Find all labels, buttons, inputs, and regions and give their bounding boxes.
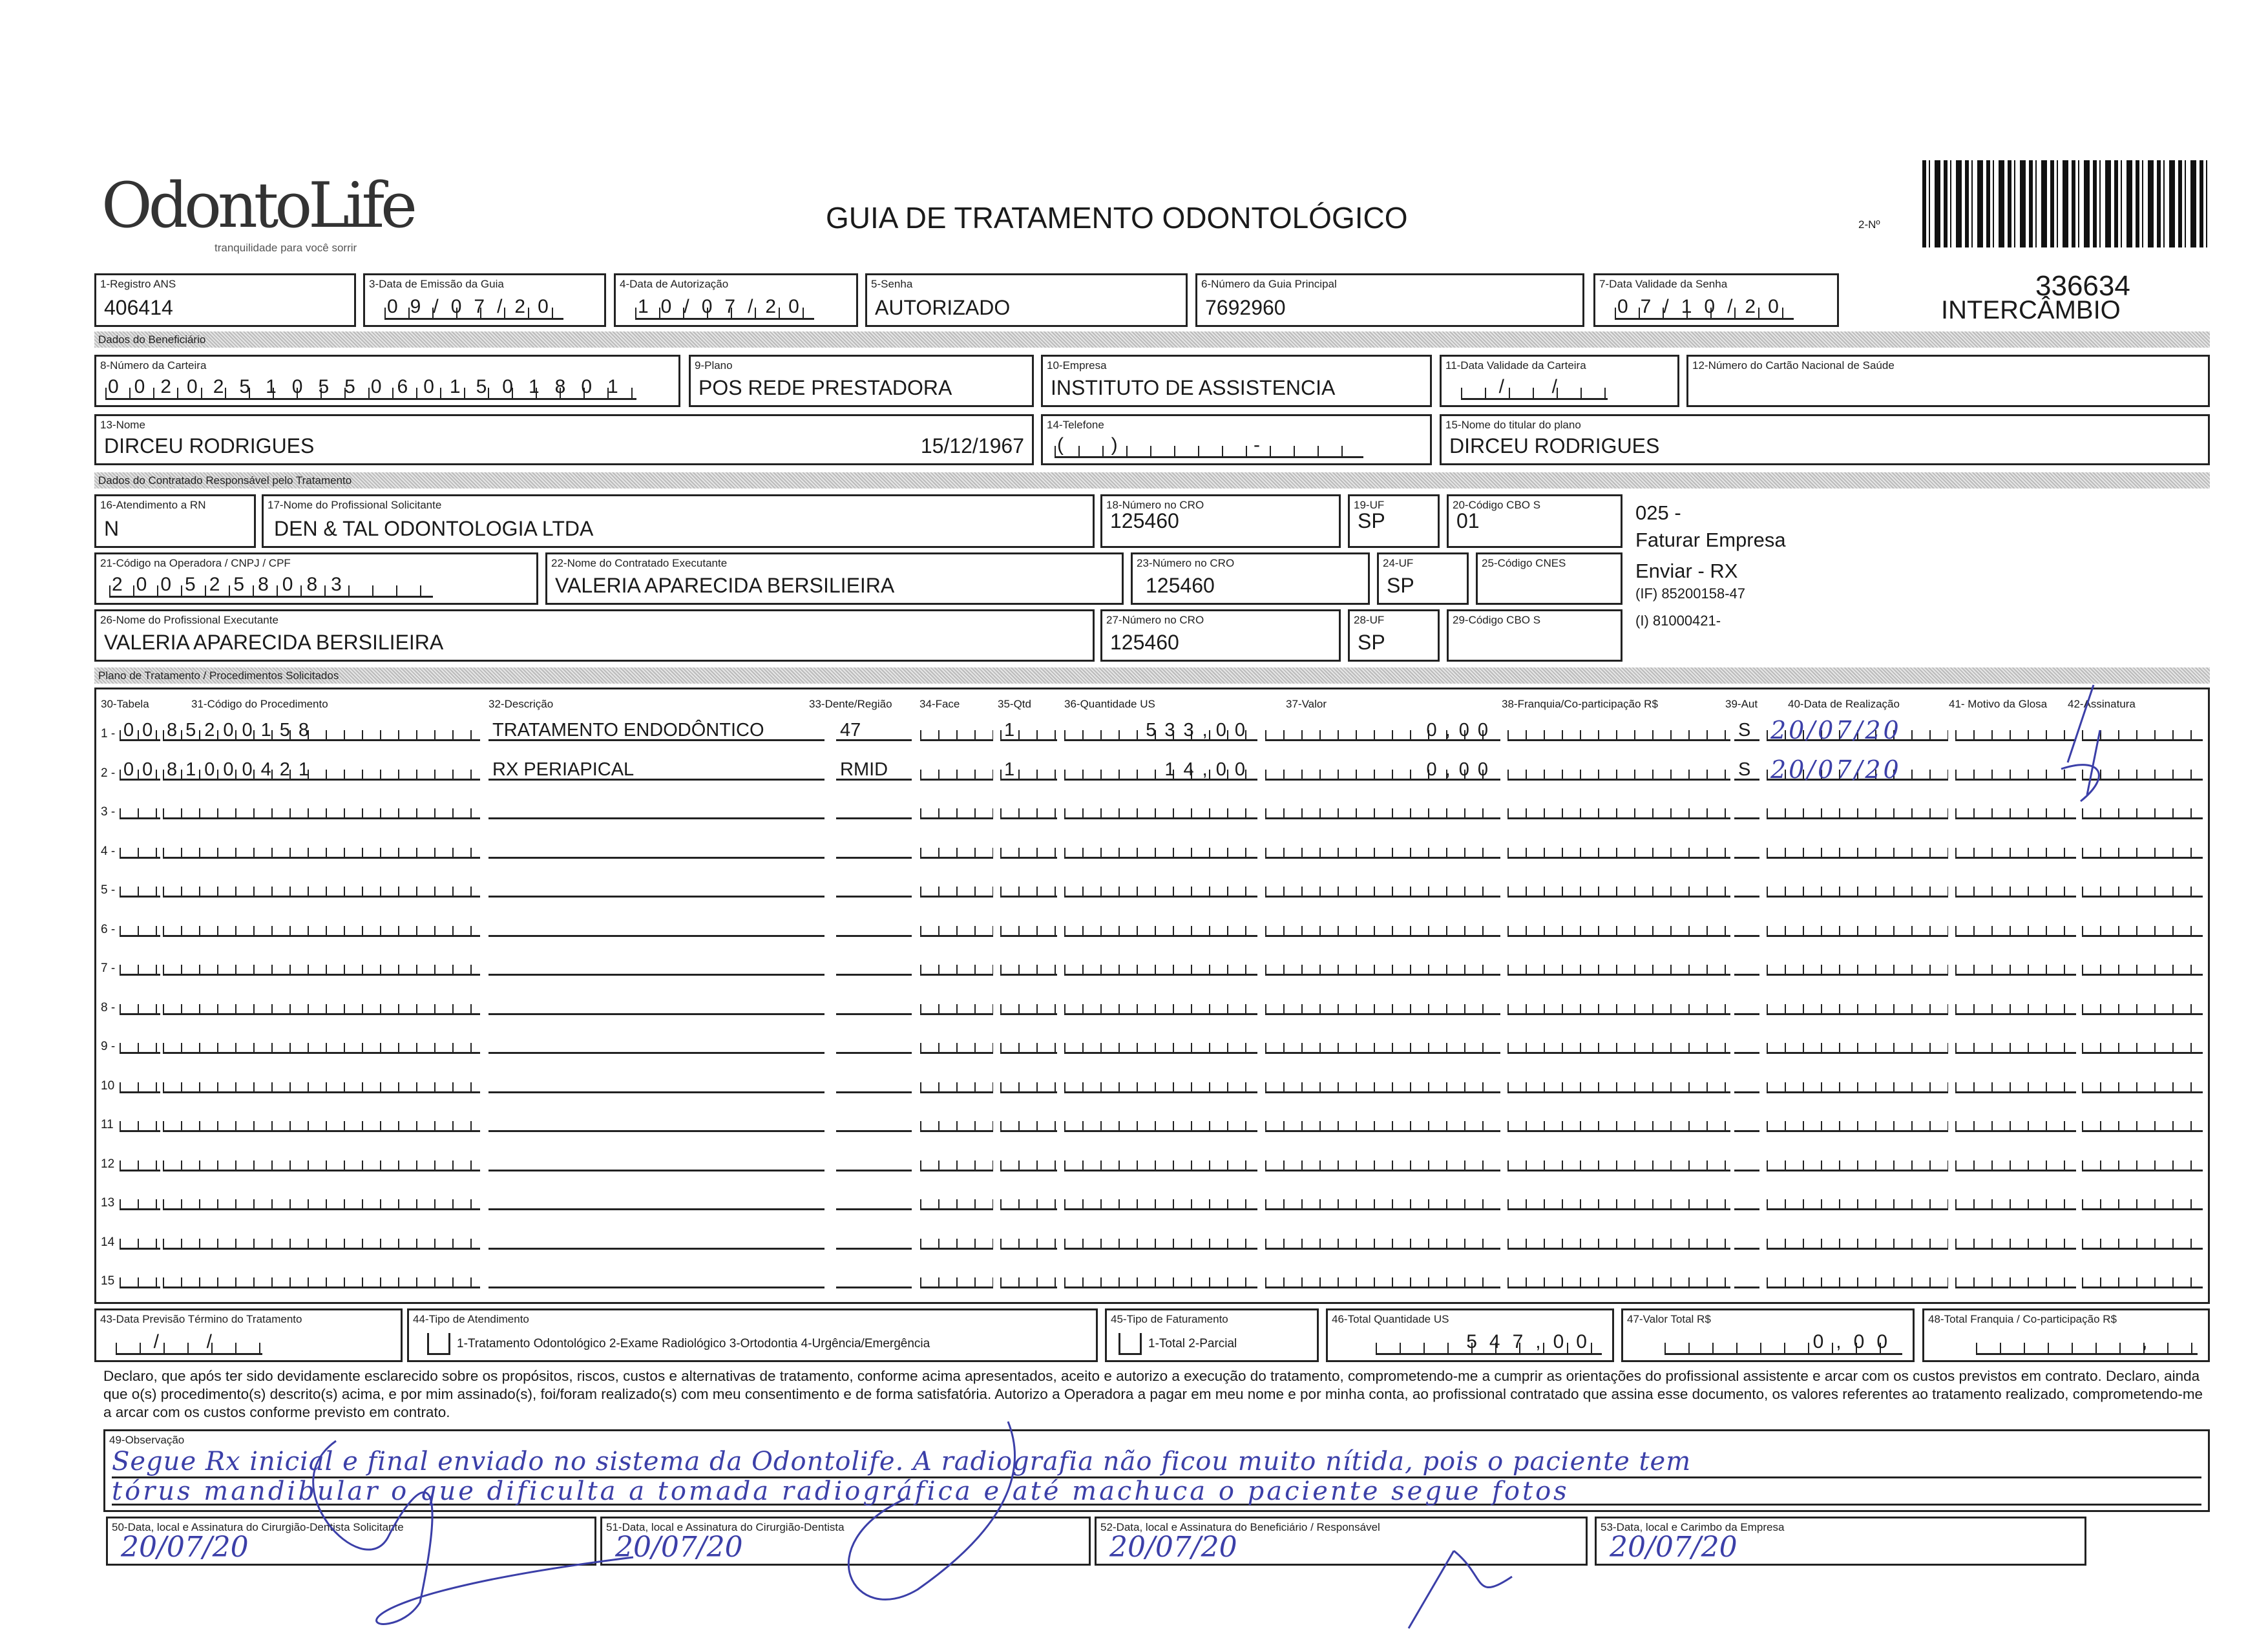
row-number: 5 -: [101, 883, 116, 897]
column-header: 35-Qtd: [998, 698, 1031, 710]
row-number: 6 -: [101, 922, 116, 936]
cell-us: 533,00: [1064, 719, 1257, 741]
row-number: 14: [101, 1235, 115, 1249]
logo-text: OdontoLife: [101, 169, 414, 242]
guide-code: 336634: [2035, 270, 2130, 302]
row-number: 15: [101, 1274, 115, 1288]
cell-aut: S: [1734, 759, 1759, 781]
tipo-atendimento-options: 1-Tratamento Odontológico 2-Exame Radiológico 3-Ortodontia 4-Urgência/Emergência: [457, 1337, 930, 1350]
label: 13-Nome: [100, 419, 145, 431]
label: 19-UF: [1354, 499, 1385, 511]
column-header: 37-Valor: [1286, 698, 1327, 710]
label: 49-Observação: [109, 1434, 185, 1446]
label: 5-Senha: [871, 278, 913, 290]
value: SP: [1387, 574, 1414, 597]
label: 45-Tipo de Faturamento: [1111, 1313, 1228, 1325]
label: 16-Atendimento a RN: [100, 499, 206, 511]
page-title: GUIA DE TRATAMENTO ODONTOLÓGICO: [826, 201, 1408, 235]
value: 01: [1456, 509, 1480, 532]
handwritten-date: 20/07/20: [1109, 1531, 1237, 1564]
label: 10-Empresa: [1047, 359, 1107, 372]
signature-stroke: [1409, 1551, 1512, 1628]
value: 547,00: [1376, 1331, 1602, 1355]
value: INSTITUTO DE ASSISTENCIA: [1051, 376, 1336, 399]
label: 17-Nome do Profissional Solicitante: [268, 499, 442, 511]
value: VALERIA APARECIDA BERSILIEIRA: [555, 574, 895, 597]
guide-type: INTERCÂMBIO: [1941, 296, 2121, 324]
handwritten-date: 20/07/20: [1610, 1531, 1738, 1564]
row-number: 10: [101, 1078, 115, 1093]
value: 07/10/20: [1615, 296, 1794, 320]
label: 52-Data, local e Assinatura do Beneficiário / Responsável: [1100, 1521, 1380, 1533]
label: 6-Número da Guia Principal: [1201, 278, 1337, 290]
label: 47-Valor Total R$: [1627, 1313, 1711, 1325]
label: 25-Código CNES: [1482, 557, 1566, 569]
row-number: 11: [101, 1118, 114, 1131]
row-number: 2 -: [101, 766, 116, 780]
value: / /: [116, 1331, 262, 1355]
value: 10/07/20: [635, 296, 814, 320]
row-number: 9 -: [101, 1040, 116, 1053]
cell-qtd: 1: [1000, 719, 1057, 741]
cell-qtd: 1: [1000, 759, 1057, 781]
value: AUTORIZADO: [875, 296, 1011, 319]
row-number: 7 -: [101, 961, 116, 975]
cell-codigo: 81000421: [163, 759, 480, 781]
label: 18-Número no CRO: [1106, 499, 1204, 511]
side-note: 025 -: [1635, 501, 1681, 524]
value: 7692960: [1205, 296, 1286, 319]
signature-stroke: [2061, 685, 2100, 801]
label: 11-Data Validade da Carteira: [1445, 359, 1586, 372]
column-header: 36-Quantidade US: [1064, 698, 1155, 710]
value: SP: [1358, 509, 1385, 532]
label: 50-Data, local e Assinatura do Cirurgião-Dentista Solicitante: [112, 1521, 404, 1533]
value: POS REDE PRESTADORA: [698, 376, 952, 399]
label: 9-Plano: [695, 359, 733, 372]
cell-aut: S: [1734, 719, 1759, 741]
value: / /: [1461, 376, 1608, 400]
column-header: 31-Código do Procedimento: [191, 698, 328, 710]
guide-number-label: 2-Nº: [1858, 218, 1880, 231]
observation-line-2: tórus mandibular o que dificulta a tomada radiográfica e até machuca o paciente segue fotos: [112, 1476, 1570, 1506]
label: 51-Data, local e Assinatura do Cirurgião-Dentista: [606, 1521, 845, 1533]
column-header: 32-Descrição: [488, 698, 554, 710]
cell-tabela: 00: [120, 719, 160, 741]
handwritten-date: 20/07/20: [121, 1531, 249, 1564]
value: 125460: [1146, 574, 1215, 597]
label: 21-Código na Operadora / CNPJ / CPF: [100, 557, 291, 569]
signature-stroke: [848, 1422, 1014, 1599]
cell-valor: 0,00: [1265, 719, 1500, 741]
side-note: Enviar - RX: [1635, 560, 1738, 582]
label: 20-Código CBO S: [1453, 499, 1541, 511]
row-number: 3 -: [101, 805, 116, 819]
column-header: 40-Data de Realização: [1788, 698, 1900, 710]
handwritten-date: 20/07/20: [615, 1531, 743, 1564]
side-note: (I) 81000421-: [1635, 613, 1721, 629]
column-header: 38-Franquia/Co-participação R$: [1502, 698, 1658, 710]
signature-stroke: [313, 1441, 633, 1624]
label: 15-Nome do titular do plano: [1445, 419, 1581, 431]
column-header: 34-Face: [919, 698, 960, 710]
value: 406414: [104, 296, 173, 319]
label: 12-Número do Cartão Nacional de Saúde: [1692, 359, 1895, 372]
label: 14-Telefone: [1047, 419, 1104, 431]
label: 22-Nome do Contratado Executante: [551, 557, 728, 569]
label: 4-Data de Autorização: [620, 278, 729, 290]
label: 24-UF: [1383, 557, 1414, 569]
cell-dente: 47: [836, 719, 912, 741]
label: 23-Número no CRO: [1137, 557, 1235, 569]
observation-line-1: Segue Rx inicial e final enviado no sistema da Odontolife. A radiografia não ficou muito nítida, pois o paciente tem: [112, 1447, 1692, 1476]
birth-date: 15/12/1967: [920, 434, 1024, 457]
value: 0,00: [1664, 1331, 1902, 1355]
value: 09/07/20: [384, 296, 563, 320]
cell-data: 20/07/20: [1767, 719, 1948, 741]
label: 48-Total Franquia / Co-participação R$: [1928, 1313, 2117, 1325]
declaration-text: Declaro, que após ter sido devidamente esclarecido sobre os propósitos, riscos, custos e alternativas de tratamento, conforme acima apresentados, aceito e autorizo a execução do tratamento, comprometendo-me a cumprir as orientações do profissional assistente e arcar com os custos previstos em contrato. Declaro, ainda que o(s) procedimento(s) descrito(s) acima, e por mim assinado(s), foi/foram realizado(s) com meu consentimento e de forma satisfatória. Autorizo a Operadora a pagar em meu nome e por minha conta, ao profissional contratado que assina esse documento, os valores referentes ao tratamento realizado, comprometendo-me a arcar com os custos conforme previsto em contrato.: [103, 1368, 2203, 1420]
cell-dente: RMID: [836, 759, 912, 781]
value: ,: [1976, 1331, 2198, 1355]
value: DIRCEU RODRIGUES: [1449, 434, 1660, 457]
tipo-faturamento-options: 1-Total 2-Parcial: [1148, 1337, 1237, 1350]
label: 29-Código CBO S: [1453, 614, 1541, 626]
label: 7-Data Validade da Senha: [1599, 278, 1728, 290]
cell-us: 14,00: [1064, 759, 1257, 781]
value: SP: [1358, 631, 1385, 654]
label: 26-Nome do Profissional Executante: [100, 614, 278, 626]
logo-tagline: tranquilidade para você sorrir: [215, 242, 357, 254]
label: 43-Data Previsão Término do Tratamento: [100, 1313, 302, 1325]
column-header: 42-Assinatura: [2068, 698, 2136, 710]
row-number: 12: [101, 1157, 115, 1171]
row-number: 4 -: [101, 844, 116, 858]
label: 46-Total Quantidade US: [1332, 1313, 1449, 1325]
value: 00202510550601501801: [105, 376, 636, 400]
label: 3-Data de Emissão da Guia: [369, 278, 504, 290]
column-header: 41- Motivo da Glosa: [1949, 698, 2048, 710]
row-number: 8 -: [101, 1000, 116, 1014]
label: 8-Número da Carteira: [100, 359, 207, 372]
cell-descricao: RX PERIAPICAL: [488, 759, 824, 781]
value: 125460: [1110, 631, 1179, 654]
cell-valor: 0,00: [1265, 759, 1500, 781]
column-header: 39-Aut: [1725, 698, 1758, 710]
cell-tabela: 00: [120, 759, 160, 781]
value: 125460: [1110, 509, 1179, 532]
section-beneficiario: Dados do Beneficiário: [94, 331, 2210, 348]
cell-descricao: TRATAMENTO ENDODÔNTICO: [488, 719, 824, 741]
value: DEN & TAL ODONTOLOGIA LTDA: [274, 517, 594, 540]
column-header: 33-Dente/Região: [809, 698, 892, 710]
value: DIRCEU RODRIGUES: [104, 434, 315, 457]
section-plano-tratamento: Plano de Tratamento / Procedimentos Solicitados: [94, 667, 2210, 684]
column-header: 30-Tabela: [101, 698, 149, 710]
label: 28-UF: [1354, 614, 1385, 626]
cell-data: 20/07/20: [1767, 759, 1948, 781]
value: 2005258083: [109, 574, 433, 598]
value: N: [104, 517, 120, 540]
cell-codigo: 85200158: [163, 719, 480, 741]
row-number: 13: [101, 1196, 115, 1210]
row-number: 1 -: [101, 727, 116, 740]
label: 27-Número no CRO: [1106, 614, 1204, 626]
value: ( ) -: [1055, 434, 1363, 458]
label: 1-Registro ANS: [100, 278, 176, 290]
section-contratado: Dados do Contratado Responsável pelo Tratamento: [94, 472, 2210, 488]
side-note: Faturar Empresa: [1635, 529, 1786, 551]
label: 44-Tipo de Atendimento: [413, 1313, 529, 1325]
side-note: (IF) 85200158-47: [1635, 585, 1745, 602]
label: 53-Data, local e Carimbo da Empresa: [1601, 1521, 1785, 1533]
value: VALERIA APARECIDA BERSILIEIRA: [104, 631, 444, 654]
